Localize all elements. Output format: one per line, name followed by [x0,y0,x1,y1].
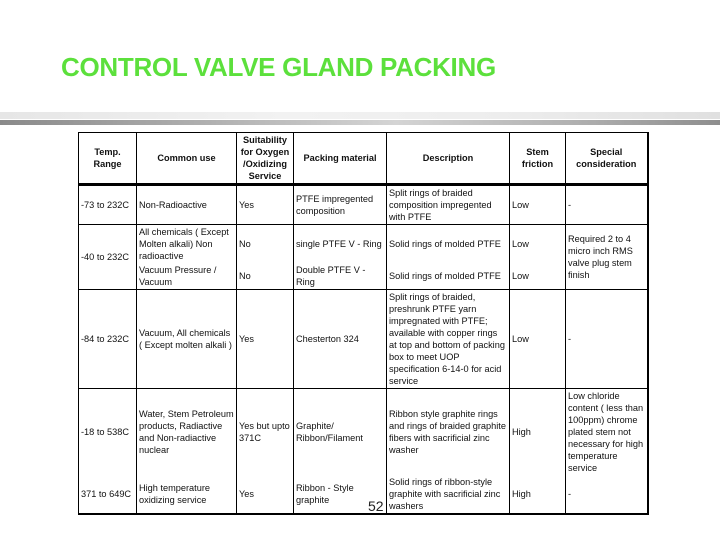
title-divider-dark [0,120,720,125]
cell-temp-range: -40 to 232C [79,225,137,290]
cell-material: single PTFE V - Ring [294,225,387,264]
header-special-consideration: Special consideration [566,133,648,185]
cell-friction: Low [510,263,566,290]
cell-oxygen: No [237,225,294,264]
header-temp-range: Temp. Range [79,133,137,185]
header-stem-friction: Stem friction [510,133,566,185]
table-header-row [79,133,648,185]
header-packing-material: Packing material [294,133,387,185]
cell-friction: Low [510,290,566,389]
cell-temp-range: -84 to 232C [79,290,137,389]
cell-oxygen: Yes [237,185,294,225]
cell-oxygen: Yes [237,290,294,389]
cell-common-use: Vacuum, All chemicals ( Except molten alkali ) [137,290,237,389]
cell-temp-range: -18 to 538C [79,389,137,476]
cell-special: - [566,290,648,389]
cell-material: PTFE impregented composition [294,185,387,225]
cell-oxygen: No [237,263,294,290]
table-row [79,389,648,476]
cell-special: - [566,475,648,514]
table-row [79,263,648,290]
cell-friction: High [510,475,566,514]
cell-oxygen: Yes but upto 371C [237,389,294,476]
cell-material: Chesterton 324 [294,290,387,389]
cell-description: Solid rings of molded PTFE [387,263,510,290]
cell-description: Ribbon style graphite rings and rings of braided graphite fibers with sacrificial zinc washer [387,389,510,476]
cell-common-use: Non-Radioactive [137,185,237,225]
cell-oxygen: Yes [237,475,294,514]
cell-temp-range: 371 to 649C [79,475,137,514]
table-row [79,475,648,514]
cell-material: Ribbon - Style graphite [294,475,387,514]
cell-common-use: High temperature oxidizing service [137,475,237,514]
table-row [79,225,648,264]
cell-description: Split rings of braided, preshrunk PTFE yarn impregnated with PTFE; available with copper rings at top and bottom of packing box to meet UOP specification 6-14-0 for acid service [387,290,510,389]
page-number: 52 [368,498,384,514]
cell-common-use: Vacuum Pressure / Vacuum [137,263,237,290]
cell-common-use: All chemicals ( Except Molten alkali) Non radioactive [137,225,237,264]
cell-description: Solid rings of ribbon-style graphite with sacrificial zinc washers [387,475,510,514]
cell-special: Required 2 to 4 micro inch RMS valve plug stem finish [566,225,648,290]
cell-friction: Low [510,185,566,225]
table-row [79,290,648,389]
cell-material: Double PTFE V - Ring [294,263,387,290]
cell-special: - [566,185,648,225]
cell-friction: High [510,389,566,476]
cell-common-use: Water, Stem Petroleum products, Radiactive and Non-radiactive nuclear [137,389,237,476]
cell-friction: Low [510,225,566,264]
slide-title: CONTROL VALVE GLAND PACKING [61,52,496,82]
cell-description: Solid rings of molded PTFE [387,225,510,264]
cell-material: Graphite/ Ribbon/Filament [294,389,387,476]
gland-packing-table [78,132,649,515]
cell-temp-range: -73 to 232C [79,185,137,225]
title-divider-light [0,112,720,119]
cell-description: Split rings of braided composition impregented with PTFE [387,185,510,225]
cell-special: Low chloride content ( less than 100ppm) chrome plated stem not necessary for high temperature service [566,389,648,476]
header-description: Description [387,133,510,185]
table-row [79,185,648,225]
header-common-use: Common use [137,133,237,185]
header-oxygen-suitability: Suitability for Oxygen /Oxidizing Service [237,133,294,185]
